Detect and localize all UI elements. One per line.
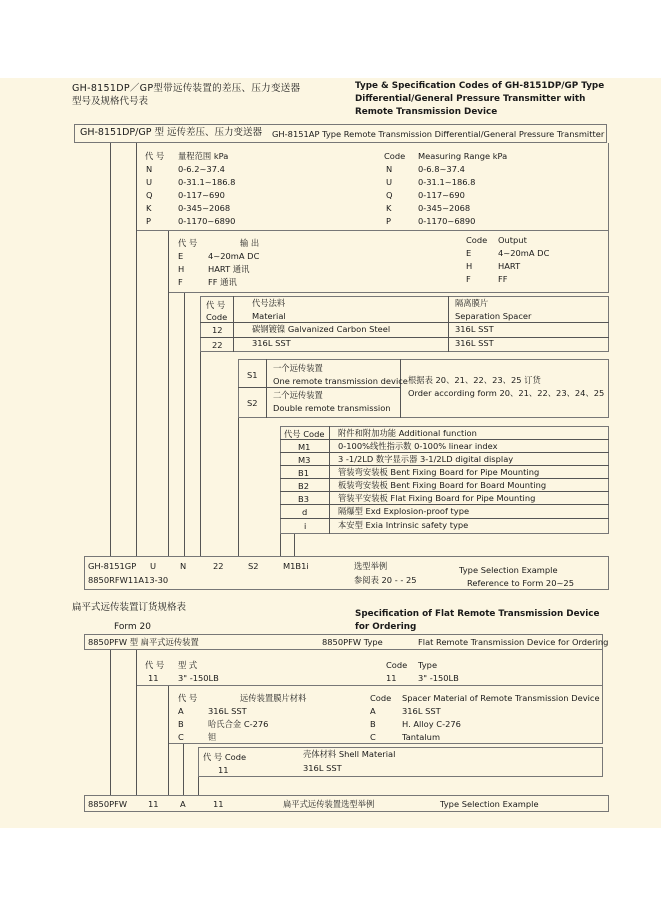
option-code: i [304,521,307,531]
t1-material-h-code1: 代 号 [206,300,226,310]
range-value: 0-1170~6890 [178,216,236,226]
output-code-en: F [466,274,471,284]
option-code: M3 [298,455,311,465]
t1-example-part-options: M1B1i [283,561,309,571]
range-code: Q [146,190,153,200]
material-spacer: 316L SST [455,338,494,348]
range-code: P [146,216,152,226]
material-code: 22 [212,340,223,350]
output-value: HART 通讯 [208,264,250,274]
t2-shell-box [198,747,603,777]
remote-en: Double remote transmission [273,403,391,413]
t1-root-en: GH-8151AP Type Remote Transmission Differential/General Pressure Transmitter [272,129,605,139]
output-value-en: 4~20mA DC [498,248,550,258]
material-name: 碳钢镀镍 Galvanized Carbon Steel [252,324,391,334]
range-code: N [146,164,153,174]
t1-range-h-code-en: Code [384,151,406,161]
option-desc: 管装弯安装板 Bent Fixing Board for Pipe Mounting [338,467,540,477]
t2-root-en-1: 8850PFW Type [322,637,383,647]
t1-options-h-code: 代号 Code [284,429,325,439]
t1-material-h-sp-cn: 隔离膜片 [455,298,489,308]
spacer-code: B [178,719,184,729]
t1-example-label-cn: 选型举例 [354,561,388,571]
t2-root-cn: 8850PFW 型 扁平式远传装置 [88,637,199,647]
remote-code: S1 [247,370,258,380]
header-en-title-3: Remote Transmission Device [355,107,498,117]
remote-note-cn: 根据表 20、21、22、23、25 订货 [408,375,541,385]
t2-example-label-cn: 扁平式远传装置选型举例 [283,799,375,809]
remote-note-en: Order according form 20、21、22、23、24、25 [408,388,605,398]
t2-type-h-type-en: Type [418,660,438,670]
header-cn-title-1: GH-8151DP／GP型带远传装置的差压、压力变送器 [72,83,301,94]
t1-example-ref-cn: 参阅表 20 - - 25 [354,575,417,585]
t2-spacer-h-mat: 远传装置膜片材料 [240,693,307,703]
t1-range-h-range-en: Measuring Range kPa [418,151,508,161]
option-code: M1 [298,442,311,452]
t1-example-label-en: Type Selection Example [459,565,558,575]
spacer-code: C [178,732,184,742]
range-value-en: 0-31.1~186.8 [418,177,476,187]
t1-range-h-range: 量程范围 kPa [178,151,229,161]
option-code: B3 [298,494,309,504]
option-desc: 隔爆型 Exd Explosion-proof type [338,506,470,516]
t2-shell-mat: 316L SST [303,763,342,773]
range-value: 0-31.1~186.8 [178,177,236,187]
option-desc: 0-100%线性指示数 0-100% linear index [338,441,498,451]
range-code-en: Q [386,190,393,200]
remote-code: S2 [247,398,258,408]
range-code-en: P [386,216,392,226]
output-code: E [178,251,184,261]
t1-range-h-code: 代 号 [145,151,165,161]
spacer-value-en: 316L SST [402,706,441,716]
output-value: FF 通讯 [208,277,237,287]
range-code-en: U [386,177,393,187]
t2-form-label: Form 20 [114,622,151,632]
t2-root-en-2: Flat Remote Transmission Device for Ordering [418,637,609,647]
t1-material-h-mat-cn: 代号法料 [252,298,286,308]
range-value-en: 0-6.8~37.4 [418,164,465,174]
option-desc: 管装平安装板 Flat Fixing Board for Pipe Mounting [338,493,536,503]
type-value-en: 3" -150LB [418,673,459,683]
t2-type-h-code: 代 号 [145,660,165,670]
remote-en: One remote transmission device [273,376,408,386]
t1-example-part-remote: S2 [248,561,259,571]
t2-type-h-type: 型 式 [178,660,198,670]
output-code: H [178,264,185,274]
range-value-en: 0-345~2068 [418,203,471,213]
spacer-code-en: C [370,732,376,742]
t1-output-h-code: 代 号 [178,238,198,248]
t1-options-h-fn: 附件和附加功能 Additional function [338,428,477,438]
output-value: 4~20mA DC [208,251,260,261]
t2-title-cn: 扁平式远传装置订货规格表 [72,602,187,613]
t1-example-line2: 8850RFW11A13-30 [88,575,169,585]
header-en-title-2: Differential/General Pressure Transmitter with [355,94,586,104]
t1-output-h-out-en: Output [498,235,527,245]
t2-shell-h-mat: 壳体材料 Shell Material [303,749,396,759]
range-value: 0-117~690 [178,190,225,200]
t2-example-part-type: 11 [148,799,159,809]
t2-spacer-h-code-en: Code [370,693,392,703]
t2-title-en-1: Specification of Flat Remote Transmission Device [355,609,600,619]
spacer-value-en: H. Alloy C-276 [402,719,461,729]
t2-title-en-2: for Ordering [355,622,417,632]
range-code: K [146,203,152,213]
header-cn-title-2: 型号及规格代号表 [72,96,149,107]
option-desc: 3 -1/2LD 数字显示器 3-1/2LD digital display [338,454,514,464]
remote-cn: 二个远传装置 [273,390,323,400]
output-code: F [178,277,183,287]
type-code-en: 11 [386,673,397,683]
type-value: 3" -150LB [178,673,219,683]
remote-cn: 一个远传装置 [273,363,323,373]
range-value-en: 0-117~690 [418,190,465,200]
range-code: U [146,177,153,187]
t2-spacer-h-mat-en: Spacer Material of Remote Transmission Device [402,693,600,703]
output-code-en: E [466,248,472,258]
t1-output-h-out: 输 出 [240,238,260,248]
material-name: 316L SST [252,338,291,348]
t1-example-part-material: 22 [213,561,224,571]
spacer-value: 钽 [208,732,217,742]
t2-shell-h-code: 代 号 Code [203,752,247,762]
output-value-en: HART [498,261,521,271]
range-code-en: K [386,203,392,213]
range-value: 0-345~2068 [178,203,231,213]
t2-shell-code: 11 [218,765,229,775]
spacer-code-en: B [370,719,376,729]
option-code: B1 [298,468,309,478]
material-spacer: 316L SST [455,324,494,334]
t1-example-part-range: U [150,561,157,571]
t2-spacer-h-code: 代 号 [178,693,198,703]
option-desc: 本安型 Exia Intrinsic safety type [338,520,469,530]
spacer-code: A [178,706,184,716]
t1-material-h-code2: Code [206,312,228,322]
t2-example-part-shell: 11 [213,799,224,809]
option-code: d [302,507,308,517]
t1-output-h-code-en: Code [466,235,488,245]
t1-material-h-sp-en: Separation Spacer [455,311,532,321]
t1-example-part-model: GH-8151GP [88,561,137,571]
option-desc: 板装弯安装板 Bent Fixing Board for Board Mounting [338,480,547,490]
spacer-value-en: Tantalum [402,732,441,742]
output-value-en: FF [498,274,508,284]
t1-example-part-output: N [180,561,187,571]
t1-root-cn: GH-8151DP/GP 型 远传差压、压力变送器 [80,127,262,138]
t2-type-h-code-en: Code [386,660,408,670]
t2-example-part-spacer: A [180,799,186,809]
output-code-en: H [466,261,473,271]
t2-example-part-model: 8850PFW [88,799,128,809]
option-code: B2 [298,481,309,491]
material-code: 12 [212,325,223,335]
type-code: 11 [148,673,159,683]
range-value: 0-6.2~37.4 [178,164,225,174]
header-en-title-1: Type & Specification Codes of GH-8151DP/GP Type [355,81,605,91]
t1-material-h-mat-en: Material [252,311,286,321]
range-code-en: N [386,164,393,174]
spacer-value: 316L SST [208,706,247,716]
spec-sheet [0,78,661,828]
spacer-value: 哈氏合金 C-276 [208,719,269,729]
t1-example-ref-en: Reference to Form 20~25 [467,578,574,588]
range-value-en: 0-1170~6890 [418,216,476,226]
spacer-code-en: A [370,706,376,716]
t2-example-label-en: Type Selection Example [440,799,539,809]
